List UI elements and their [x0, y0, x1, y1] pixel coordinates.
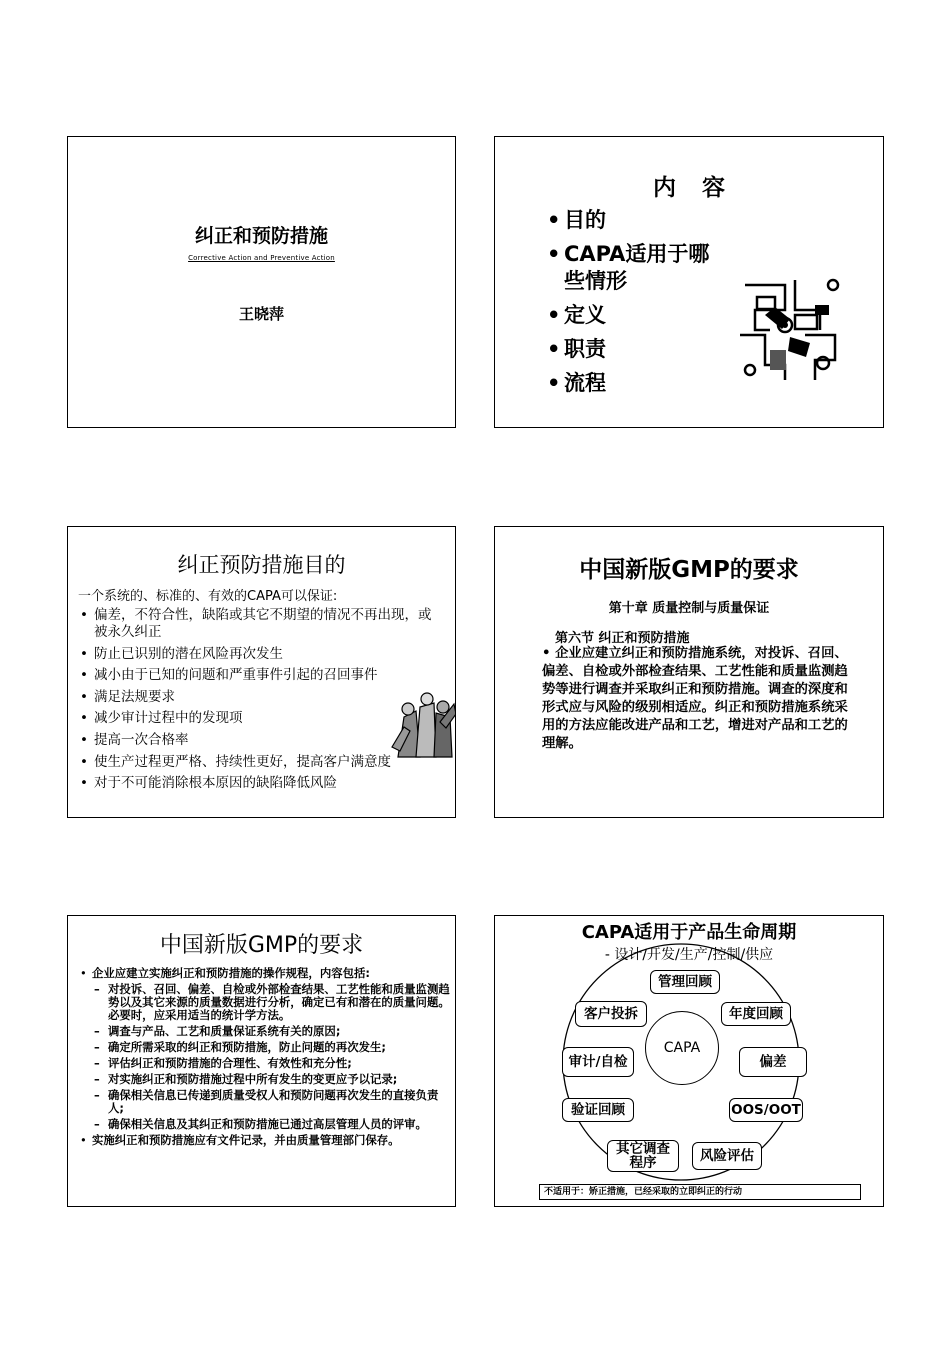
node-risk-assessment: 风险评估 — [692, 1142, 762, 1170]
node-audit: 审计/自检 — [562, 1047, 634, 1077]
slide-contents — [494, 136, 884, 428]
node-deviation: 偏差 — [739, 1047, 807, 1077]
contents-item: • 目的 — [547, 207, 714, 234]
slide-title — [67, 136, 456, 428]
people-clipart-icon — [390, 687, 456, 759]
gmp2-subitem: – 确定所需采取的纠正和预防措施，防止问题的再次发生; — [78, 1041, 450, 1054]
lifecycle-subtitle: - 设计/开发/生产/控制/供应 — [604, 947, 774, 963]
contents-item: • 定义 — [547, 302, 714, 329]
gmp1-body: • 企业应建立纠正和预防措施系统，对投诉、召回、偏差、自检或外部检查结果、工艺性能和质量监测趋势等进行调查并采取纠正和预防措施。调查的深度和形式应与风险的级别相适应。纠正和预防措施系统采用的方法应能改进产品和工艺，增进对产品和工艺的理解。 — [542, 646, 848, 751]
gmp2-subitem: – 确保相关信息及其纠正和预防措施已通过高层管理人员的评审。 — [78, 1118, 450, 1131]
node-other-investigation: 其它调查程序 — [607, 1140, 679, 1172]
contents-item: • 流程 — [547, 370, 714, 397]
lifecycle-note: 不适用于：矫正措施，已经采取的立即纠正的行动 — [539, 1184, 861, 1200]
contents-list — [547, 207, 714, 404]
node-validation-review: 验证回顾 — [562, 1098, 634, 1122]
slide-gmp-requirement-1 — [494, 526, 884, 818]
purpose-item: • 减少审计过程中的发现项 — [78, 710, 443, 727]
gmp1-chapter: 第十章 质量控制与质量保证 — [608, 601, 770, 616]
node-customer-complaint: 客户投拆 — [575, 1001, 647, 1027]
purpose-item: • 防止已识别的潜在风险再次发生 — [78, 646, 443, 663]
node-management-review: 管理回顾 — [650, 970, 720, 994]
machinery-clipart-icon — [735, 275, 847, 387]
lifecycle-title: CAPA适用于产品生命周期 — [581, 922, 797, 943]
purpose-item: • 使生产过程更严格、持续性更好，提高客户满意度 — [78, 754, 443, 771]
purpose-item: • 提高一次合格率 — [78, 732, 443, 749]
gmp2-subitem: – 对实施纠正和预防措施过程中所有发生的变更应予以记录; — [78, 1073, 450, 1086]
slide-gmp-requirement-2 — [67, 915, 456, 1207]
purpose-item: • 减小由于已知的问题和严重事件引起的召回事件 — [78, 667, 443, 684]
slide-title-author: 王晓萍 — [238, 305, 284, 323]
purpose-item: • 满足法规要求 — [78, 689, 443, 706]
purpose-list — [78, 607, 443, 797]
purpose-item: • 偏差，不符合性，缺陷或其它不期望的情况不再出现，或被永久纠正 — [78, 607, 443, 641]
contents-title: 内容 — [653, 175, 751, 201]
gmp2-list — [78, 967, 450, 1150]
contents-item: • 职责 — [547, 336, 714, 363]
gmp2-subitem: – 对投诉、召回、偏差、自检或外部检查结果、工艺性能和质量监测趋势以及其它来源的质量数据进行分析，确定已有和潜在的质量问题。必要时，应采用适当的统计学方法。 — [78, 983, 450, 1022]
contents-item: • CAPA适用于哪些情形 — [547, 241, 714, 295]
slide-purpose — [67, 526, 456, 818]
gmp1-section: 第六节 纠正和预防措施 — [555, 631, 690, 646]
gmp2-subitem: – 确保相关信息已传递到质量受权人和预防问题再次发生的直接负责人; — [78, 1089, 450, 1115]
slide-title-heading: 纠正和预防措施 — [194, 225, 328, 247]
capa-center: CAPA — [645, 1011, 719, 1085]
purpose-title: 纠正预防措施目的 — [177, 553, 346, 577]
gmp2-intro: • 企业应建立实施纠正和预防措施的操作规程，内容包括: — [78, 967, 450, 980]
gmp2-subitem: – 调查与产品、工艺和质量保证系统有关的原因; — [78, 1025, 450, 1038]
gmp2-closing: • 实施纠正和预防措施应有文件记录，并由质量管理部门保存。 — [78, 1134, 450, 1147]
purpose-item: • 对于不可能消除根本原因的缺陷降低风险 — [78, 775, 443, 792]
gmp1-title: 中国新版GMP的要求 — [579, 557, 799, 583]
node-oos-oot: OOS/OOT — [729, 1098, 803, 1122]
slide-title-subtitle: Corrective Action and Preventive Action — [188, 254, 335, 262]
slide-capa-lifecycle — [494, 915, 884, 1207]
purpose-intro: 一个系统的、标准的、有效的CAPA可以保证: — [78, 589, 338, 604]
gmp2-title: 中国新版GMP的要求 — [159, 933, 364, 958]
node-annual-review: 年度回顾 — [721, 1002, 791, 1026]
gmp2-subitem: – 评估纠正和预防措施的合理性、有效性和充分性; — [78, 1057, 450, 1070]
